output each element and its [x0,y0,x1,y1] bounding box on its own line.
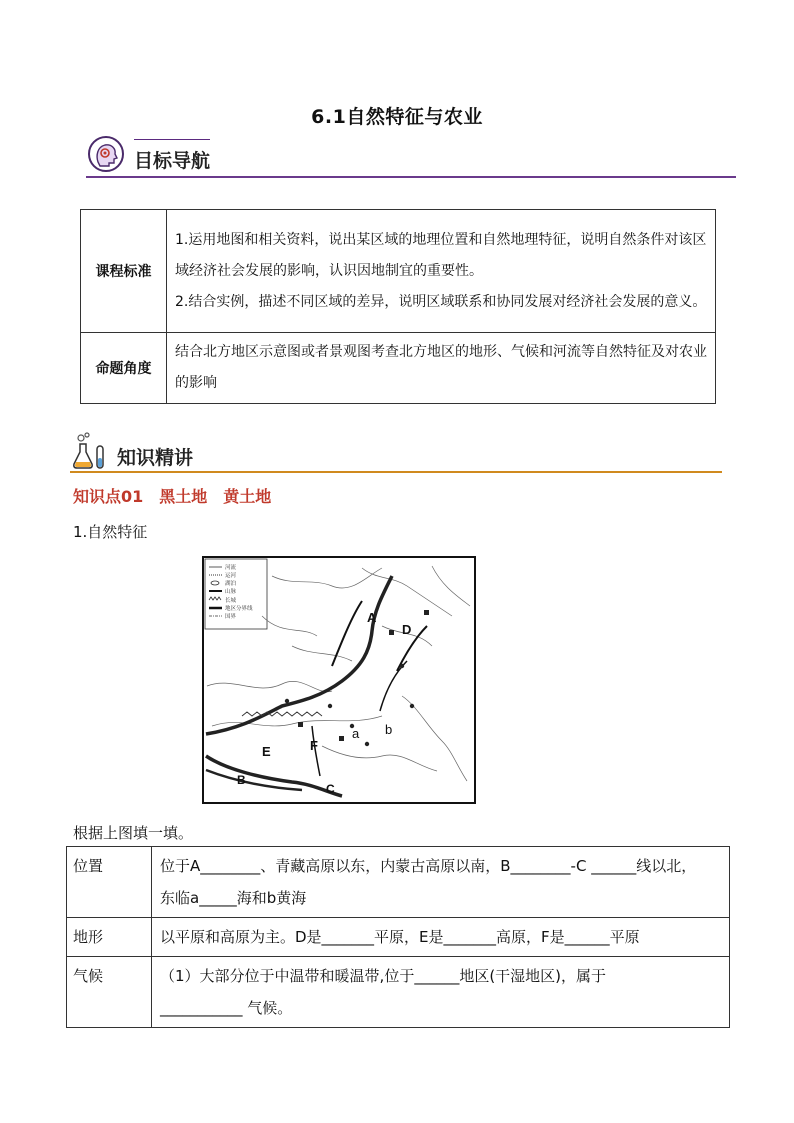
section-title-goals: 目标导航 [134,150,211,172]
features-table [66,846,730,1028]
knowledge-point-heading: 知识点01 黑土地 黄土地 [73,487,272,506]
map-label-B: B [237,773,246,787]
subheading-natural-features: 1.自然特征 [73,523,148,541]
row-key-climate: 气候 [67,957,152,1028]
legend-river: 河流 [225,565,237,571]
section-divider-orange [70,471,722,473]
row-value-location [152,847,730,918]
map-label-a: a [352,726,360,741]
section-title-knowledge: 知识精讲 [117,447,194,469]
map-label-D: D [402,622,412,637]
angle-line-1: 结合北方地区示意图或者景观图考查北方地区的地形、气候和河流等自然特征及对农业的影响 [175,344,707,391]
row-value-terrain [152,918,730,957]
row-value-standard [167,210,716,333]
page-title: 6.1自然特征与农业 [311,106,483,128]
lab-flask-icon [72,432,110,470]
north-china-map [202,556,476,804]
table-row [81,333,716,404]
standards-table [80,209,716,404]
row-value-climate [152,957,730,1028]
legend-great-wall: 长城 [225,598,237,604]
legend-canal: 运河 [225,573,237,579]
legend-mountain: 山脉 [225,589,237,595]
standard-line-2: 2.结合实例，描述不同区域的差异，说明区域联系和协同发展对经济社会发展的意义。 [175,293,707,310]
header-accent-line [134,139,210,140]
section-divider [86,176,736,178]
section-header-goals [86,134,736,180]
legend-lake: 湖泊 [225,581,237,587]
row-key-terrain: 地形 [67,918,152,957]
table-row [81,210,716,333]
section-header-knowledge [70,430,722,474]
standard-line-1: 1.运用地图和相关资料，说出某区域的地理位置和自然地理特征，说明自然条件对该区域经济社会发展的影响，认识因地制宜的重要性。 [175,231,707,279]
map-label-b: b [385,722,393,737]
map-label-F: F [310,738,318,753]
legend-region-boundary: 地区分界线 [225,606,253,612]
location-line-1: 位于A________、青藏高原以东，内蒙古高原以南，B________-C ______线以北， [160,857,697,875]
map-label-C: C [326,782,335,796]
row-key-standard: 课程标准 [81,210,167,333]
climate-line-1: （1）大部分位于中温带和暖温带,位于______地区(干湿地区)，属于 [160,967,607,985]
row-key-angle: 命题角度 [81,333,167,404]
map-label-A: A [367,610,377,625]
map-label-E: E [262,744,271,759]
legend-national-border: 国界 [225,614,237,620]
head-gear-icon [88,136,124,172]
climate-line-2: ___________ 气候。 [160,999,293,1017]
location-line-2: 东临a_____海和b黄海 [160,889,307,907]
terrain-line-1: 以平原和高原为主。D是_______平原，E是_______高原，F是______平原 [160,928,640,946]
table-row [67,847,730,918]
row-key-location: 位置 [67,847,152,918]
fill-instruction: 根据上图填一填。 [73,824,194,842]
table-row [67,957,730,1028]
table-row [67,918,730,957]
map-legend [205,559,267,629]
row-value-angle [167,333,716,404]
